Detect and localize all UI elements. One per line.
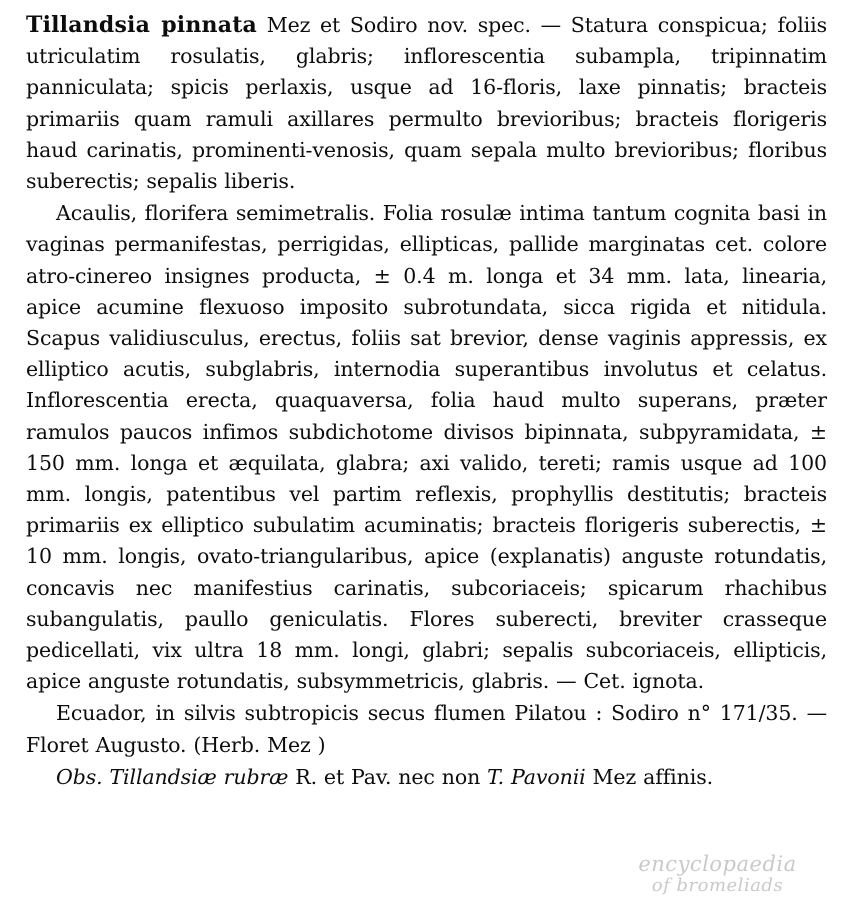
paragraph-diagnosis xyxy=(26,10,827,197)
obs-mid-2: Mez affinis. xyxy=(585,764,714,789)
paragraph-observation xyxy=(26,762,827,793)
obs-mid-1: R. et Pav. nec non xyxy=(288,764,488,789)
obs-taxon-2: T. Pavonii xyxy=(487,764,586,789)
obs-taxon-1: Tillandsiæ rubræ xyxy=(109,764,289,789)
watermark xyxy=(610,852,825,897)
obs-prefix: Obs. xyxy=(56,764,110,789)
paragraph-description: Acaulis, florifera semimetralis. Folia rosulæ intima tantum cognita basi in vaginas permanifestas, perrigidas, ellipticas, pallide marginatas cet. colore atro-cinereo insignes producta, ± 0.4 m. longa et 34 mm. lata, linearia, apice acumine flexuoso imposito subrotundata, sicca rigida et nitidula. Scapus validiusculus, erectus, foliis sat brevior, dense vaginis appressis, ex elliptico acutis, subglabris, internodia superantibus involutus et celatus. Inflorescentia erecta, quaquaversa, folia haud multo superans, præter ramulos paucos infimos subdichotome divisos bipinnata, subpyramidata, ± 150 mm. longa et æquilata, glabra; axi valido, tereti; ramis usque ad 100 mm. longis, patentibus vel partim reflexis, prophyllis destitutis; bracteis primariis ex elliptico subulatim acuminatis; bracteis florigeris suberectis, ± 10 mm. longis, ovato-triangularibus, apice (explanatis) anguste rotundatis, concavis nec manifestius carinatis, subcoriaceis; spicarum rhachibus subangulatis, paullo geniculatis. Flores suberecti, breviter crasseque pedicellati, vix ultra 18 mm. longi, glabri; sepalis subcoriaceis, ellipticis, apice anguste rotundatis, subsymmetricis, glabris. — Cet. ignota. xyxy=(26,201,827,694)
watermark-line-2: of bromeliads xyxy=(651,875,784,897)
paragraph-locality: Ecuador, in silvis subtropicis secus flumen Pilatou : Sodiro n° 171/35. — Floret Augusto. (Herb. Mez ) xyxy=(26,701,827,757)
watermark-line-1: encyclopaedia xyxy=(638,852,797,877)
species-name: Tillandsia pinnata xyxy=(26,12,258,38)
diagnosis-text: Mez et Sodiro nov. spec. — Statura conspicua; foliis utriculatim rosulatis, glabris; inflorescentia subampla, tripinnatim panniculata; spicis perlaxis, usque ad 16-floris, laxe pinnatis; bracteis primariis quam ramuli axillares permulto brevioribus; bracteis florigeris haud carinatis, prominenti-venosis, quam sepala multo brevioribus; floribus suberectis; sepalis liberis. xyxy=(26,13,827,194)
